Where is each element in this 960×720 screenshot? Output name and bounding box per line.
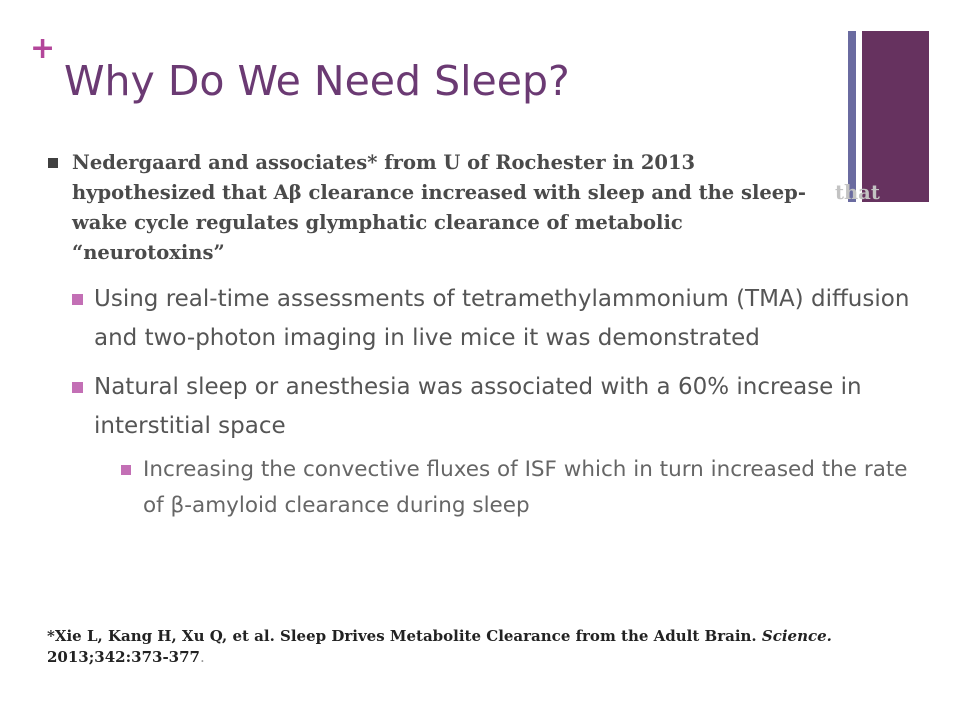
bullet-level2 (48, 368, 928, 446)
slide-body (48, 148, 928, 524)
square-bullet-icon (72, 294, 83, 305)
footnote-citation-details: 2013;342:373-377 (47, 648, 200, 666)
footnote-period: . (199, 648, 205, 666)
square-bullet-icon (48, 158, 58, 168)
square-bullet-icon (121, 465, 131, 475)
footnote-authors: *Xie L, Kang H, Xu Q, et al. Sleep Drives Metabolite Clearance from the Adult Brain. (47, 627, 762, 645)
bullet-level2-text: Using real-time assessments of tetramethylammonium (TMA) diffusion and two-photon imaging in live mice it was demonstrated (94, 286, 910, 351)
bullet-level2-text: Natural sleep or anesthesia was associated with a 60% increase in interstitial space (94, 374, 862, 439)
bullet-level3 (48, 452, 928, 524)
slide-title: Why Do We Need Sleep? (64, 57, 570, 105)
square-bullet-icon (72, 382, 83, 393)
bullet-level1 (48, 148, 880, 268)
plus-mark: + (30, 31, 56, 66)
footnote-citation (47, 626, 927, 668)
bullet-level1-text: Nedergaard and associates* from U of Rochester in 2013 hypothesized that Aβ clearance increased with sleep and the sleep-wake cycle regulates glymphatic clearance of metabolic “neurotoxins” (72, 151, 806, 264)
footnote-journal: Science. (761, 627, 832, 645)
overflow-word: that (835, 181, 880, 204)
bullet-level2 (48, 280, 928, 358)
bullet-level3-text: Increasing the convective fluxes of ISF which in turn increased the rate of β-amyloid clearance during sleep (143, 457, 908, 518)
